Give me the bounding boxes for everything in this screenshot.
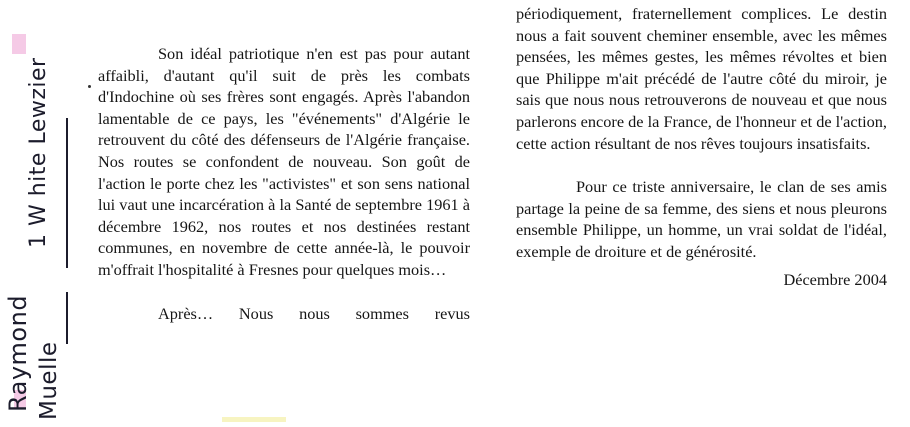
handwritten-margin xyxy=(0,0,96,427)
left-column xyxy=(98,43,470,324)
paragraph: Son idéal patriotique n'en est pas pour autant affaibli, d'autant qu'il suit de près les combats d'Indochine où ses frères sont engagés. Après l'abandon lamentable de ce pays, les "événements" d'Algérie le retrouvent du côté des défenseurs de l'Algérie française. Nos routes se confondent de nouveau. Son goût de l'action le porte chez les "activistes" et son sens national lui vaut une incarcération à la Santé de septembre 1961 à décembre 1962, nos routes et nos destinées restant communes, en novembre de cette année-là, le pouvoir m'offrait l'hospitalité à Fresnes pour quelques mois… xyxy=(98,44,470,279)
ink-dot xyxy=(88,85,91,88)
handwritten-note: 1 W hite Lewzier xyxy=(26,57,51,248)
paragraph: Après… Nous nous sommes revus xyxy=(158,303,470,323)
highlighter-mark xyxy=(222,417,286,422)
signature-date: Décembre 2004 xyxy=(783,269,887,289)
margin-line xyxy=(66,292,68,344)
margin-line xyxy=(66,118,68,268)
highlighter-mark xyxy=(12,34,26,54)
handwritten-name: Raymond xyxy=(4,294,32,412)
handwritten-name: Muelle xyxy=(36,341,62,420)
paragraph: périodiquement, fraternellement complices. Le destin nous a fait souvent cheminer ensemble, avec les mêmes pensées, les mêmes gestes, les mêmes révoltes et bien que Philippe m'ait précédé de l'autre côté du miroir, je sais que nous nous retrouverons de nouveau et que nous parlerons encore de la France, de l'honneur et de l'action, cette action résultant de nos rêves toujours insatisfaits. xyxy=(516,4,887,153)
paragraph: Pour ce triste anniversaire, le clan de ses amis partage la peine de sa femme, des siens et nous pleurons ensemble Philippe, un homme, un vrai soldat de l'idéal, exemple de droiture et de générosité. xyxy=(516,177,887,261)
right-column xyxy=(516,3,887,290)
